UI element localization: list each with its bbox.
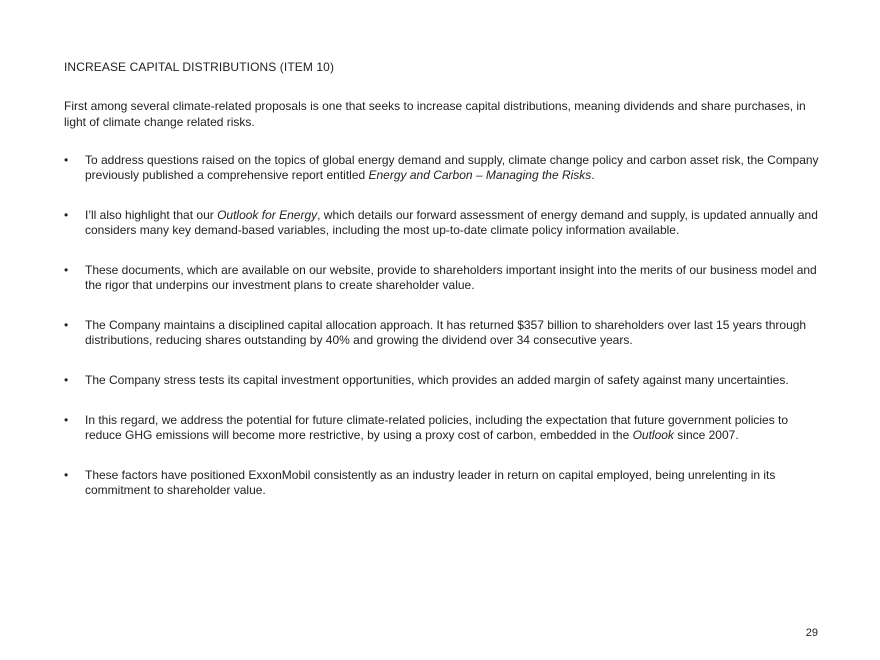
bullet-dot-icon: • (64, 373, 69, 387)
bullet-dot-icon: • (64, 468, 69, 482)
bullet-dot-icon: • (64, 153, 69, 167)
section-heading: INCREASE CAPITAL DISTRIBUTIONS (ITEM 10) (64, 60, 335, 74)
bullet-list (64, 153, 824, 523)
bullet-item (64, 413, 824, 443)
bullet-item (64, 208, 824, 238)
bullet-italic-text: Outlook for Energy (217, 208, 318, 222)
bullet-item (64, 373, 824, 388)
bullet-item (64, 263, 824, 293)
bullet-text: since 2007. (673, 428, 739, 442)
bullet-text: In this regard, we address the potential for future climate-related policies, including the expectation that future government policies to reduce GHG emissions will become more restrictive, by using a proxy cost of carbon, embedded in the (85, 413, 789, 442)
bullet-text: The Company maintains a disciplined capital allocation approach. It has returned $357 billion to shareholders over last 15 years through distributions, reducing shares outstanding by 40% and growing the dividend over 34 consecutive years. (85, 318, 807, 347)
bullet-italic-text: Outlook (632, 428, 674, 442)
bullet-item (64, 318, 824, 348)
bullet-dot-icon: • (64, 413, 69, 427)
bullet-dot-icon: • (64, 318, 69, 332)
bullet-text: The Company stress tests its capital investment opportunities, which provides an added margin of safety against many uncertainties. (85, 373, 789, 387)
bullet-text: These documents, which are available on our website, provide to shareholders important insight into the merits of our business model and the rigor that underpins our investment plans to create shareholder value. (85, 263, 817, 292)
bullet-italic-text: Energy and Carbon – Managing the Risks (368, 168, 592, 182)
bullet-item (64, 468, 824, 498)
intro-paragraph: First among several climate-related proposals is one that seeks to increase capital distributions, meaning dividends and share purchases, in light of climate change related risks. (64, 99, 806, 129)
bullet-text: . (591, 168, 595, 182)
bullet-text: To address questions raised on the topics of global energy demand and supply, climate change policy and carbon asset risk, the Company previously published a comprehensive report entitled (85, 153, 819, 182)
bullet-text: These factors have positioned ExxonMobil consistently as an industry leader in return on capital employed, being unrelenting in its commitment to shareholder value. (85, 468, 776, 497)
bullet-text: , which details our forward assessment of energy demand and supply, is updated annually and considers many key demand-based variables, including the most up-to-date climate policy information available. (85, 208, 818, 237)
bullet-item (64, 153, 824, 183)
page-number: 29 (805, 627, 818, 639)
bullet-dot-icon: • (64, 208, 69, 222)
bullet-text: I’ll also highlight that our (85, 208, 218, 222)
bullet-dot-icon: • (64, 263, 69, 277)
